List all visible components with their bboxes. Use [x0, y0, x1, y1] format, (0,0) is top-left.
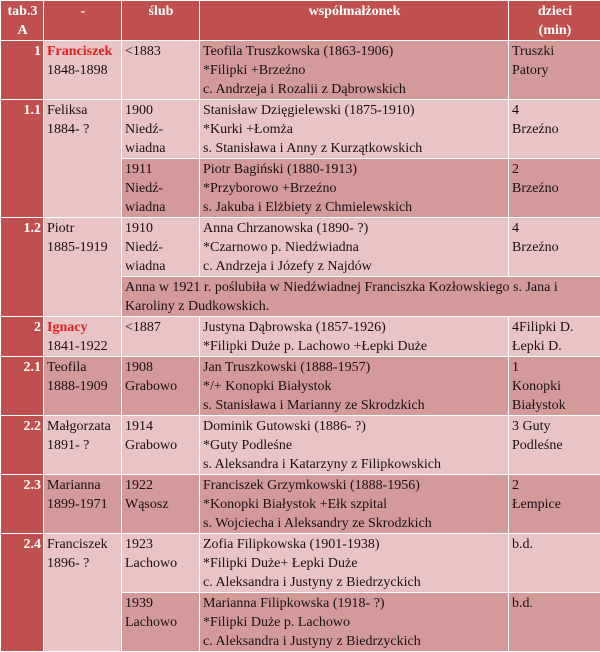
children-cell: 2 Łempice [509, 475, 600, 534]
children-cell: 1 Konopki Białystok [509, 357, 600, 416]
spouse-cell: Zofia Filipkowska (1901-1938) *Filipki Duże+ Łepki Duże c. Aleksandra i Justyny z Biedrzyckich [200, 534, 509, 593]
spouse-cell: Teofila Truszkowska (1863-1906) *Filipki +Brzeźno c. Andrzeja i Rozalii z Dąbrowskich [200, 41, 509, 100]
children-cell: b.d. [509, 593, 600, 652]
row-number: 1.1 [1, 100, 44, 218]
person-cell: Małgorzata 1891- ? [44, 416, 122, 475]
person-cell: Piotr 1885-1919 [44, 218, 122, 317]
children-cell: b.d. [509, 534, 600, 593]
row-number: 2.1 [1, 357, 44, 416]
table-row [1, 41, 600, 100]
wedding-cell: <1883 [122, 41, 200, 100]
wedding-cell: 1939 Lachowo [122, 593, 200, 652]
row-number: 2.2 [1, 416, 44, 475]
person-cell: Teofila 1888-1909 [44, 357, 122, 416]
table-row [1, 475, 600, 534]
row-number: 2.3 [1, 475, 44, 534]
spouse-cell: Justyna Dąbrowska (1857-1926) *Filipki Duże p. Lachowo +Łepki Duże [200, 317, 509, 357]
wedding-cell: 1900 Niedź- wiadna [122, 100, 200, 159]
table-row [1, 100, 600, 159]
row-number: 2 [1, 317, 44, 357]
row-number: 1.2 [1, 218, 44, 317]
header-tab-number: tab.3 A [1, 1, 44, 41]
table-row [1, 357, 600, 416]
children-cell: 4Filipki D. Łepki D. [509, 317, 600, 357]
spouse-cell: Stanisław Dzięgielewski (1875-1910) *Kurki +Łomża s. Stanisława i Anny z Kurzątkowskich [200, 100, 509, 159]
person-cell: Feliksa 1884- ? [44, 100, 122, 218]
spouse-cell: Piotr Bagiński (1880-1913) *Przyborowo +Brzeźno s. Jakuba i Elżbiety z Chmielewskich [200, 159, 509, 218]
children-cell: 3 Guty Podleśne [509, 416, 600, 475]
spouse-cell: Jan Truszkowski (1888-1957) */+ Konopki Białystok s. Stanisława i Marianny ze Skrodzkich [200, 357, 509, 416]
note-cell: Anna w 1921 r. poślubiła w Niedźwiadnej Franciszka Kozłowskiego s. Jana i Karoliny z Dudkowskich. [122, 277, 600, 317]
header-spouse: współmałżonek [200, 1, 509, 41]
table-row [1, 534, 600, 593]
header-children: dzieci (min) [509, 1, 600, 41]
spouse-cell: Anna Chrzanowska (1890- ?) *Czarnowo p. Niedźwiadna c. Andrzeja i Józefy z Najdów [200, 218, 509, 277]
wedding-cell: 1910 Niedź- wiadna [122, 218, 200, 277]
spouse-cell: Franciszek Grzymkowski (1888-1956) *Konopki Białystok +Ełk szpital s. Wojciecha i Aleksandry ze Skrodzkich [200, 475, 509, 534]
table-row [1, 317, 600, 357]
wedding-cell: 1914 Grabowo [122, 416, 200, 475]
person-cell: Franciszek 1896- ? [44, 534, 122, 652]
children-cell: 4 Brzeźno [509, 100, 600, 159]
wedding-cell: 1922 Wąsosz [122, 475, 200, 534]
header-wedding: ślub [122, 1, 200, 41]
spouse-cell: Marianna Filipkowska (1918- ?) *Filipki Duże p. Lachowo c. Aleksandra i Justyny z Biedrzyckich [200, 593, 509, 652]
row-number: 2.4 [1, 534, 44, 652]
wedding-cell: 1911 Niedź- wiadna [122, 159, 200, 218]
wedding-cell: 1908 Grabowo [122, 357, 200, 416]
table-row [1, 416, 600, 475]
person-cell: Marianna 1899-1971 [44, 475, 122, 534]
children-cell: 2 Brzeźno [509, 159, 600, 218]
children-cell: 4 Brzeźno [509, 218, 600, 277]
wedding-cell: <1887 [122, 317, 200, 357]
person-cell: Ignacy 1841-1922 [44, 317, 122, 357]
person-cell: Franciszek 1848-1898 [44, 41, 122, 100]
header-row [1, 1, 600, 41]
header-person: - [44, 1, 122, 41]
spouse-cell: Dominik Gutowski (1886- ?) *Guty Podleśne s. Aleksandra i Katarzyny z Filipkowskich [200, 416, 509, 475]
wedding-cell: 1923 Lachowo [122, 534, 200, 593]
children-cell: Truszki Patory [509, 41, 600, 100]
table-row [1, 218, 600, 277]
row-number: 1 [1, 41, 44, 100]
